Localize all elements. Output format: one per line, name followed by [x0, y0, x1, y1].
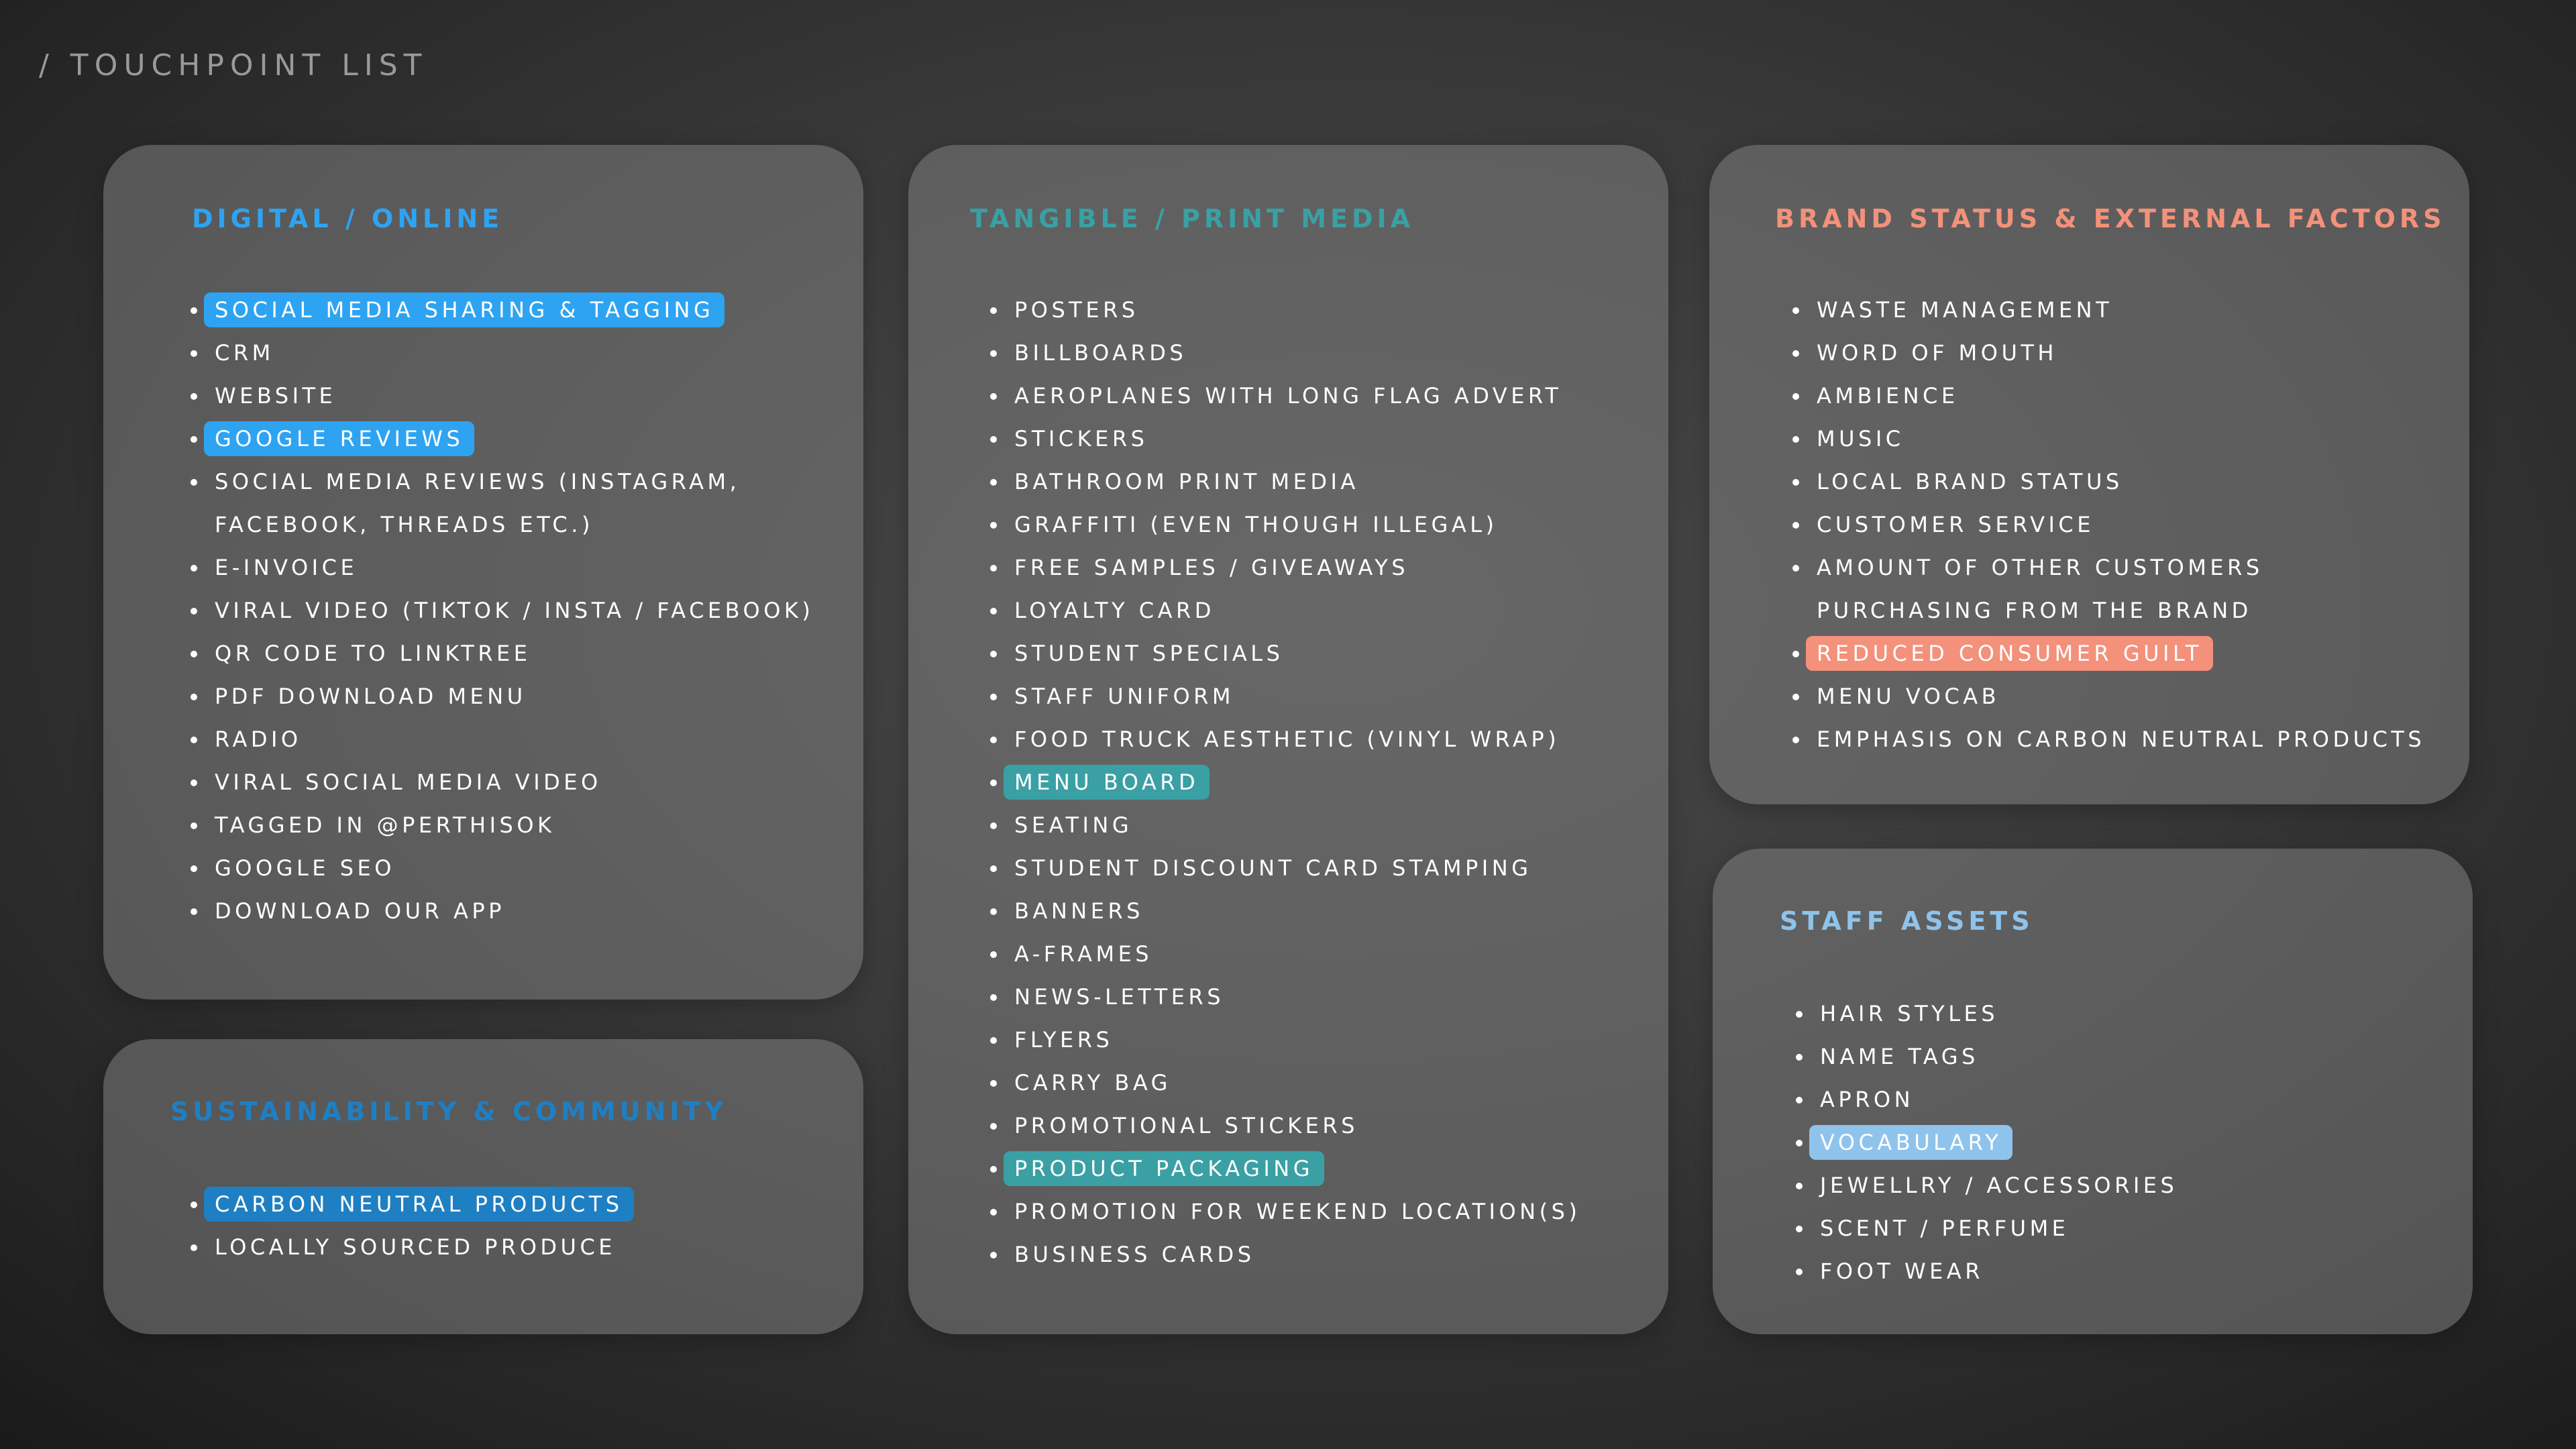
- list-item-text: BILLBOARDS: [1014, 340, 1187, 366]
- panel-digital-online: [103, 145, 863, 1000]
- bullet-icon: [191, 908, 197, 915]
- list-item: [990, 804, 1591, 847]
- bullet-icon: [191, 350, 197, 357]
- list-item: [191, 374, 824, 417]
- list-item-text: TAGGED IN @PERTHISOK: [215, 812, 555, 838]
- list-item: [1796, 1250, 2188, 1293]
- panel-tangible-print-media: [908, 145, 1668, 1334]
- list-item-text: CARBON NEUTRAL PRODUCTS: [204, 1187, 634, 1222]
- bullet-icon: [990, 565, 997, 572]
- list-item: [1796, 992, 2188, 1035]
- bullet-icon: [1792, 393, 1799, 400]
- list-item-text: GRAFFITI (EVEN THOUGH ILLEGAL): [1014, 512, 1498, 537]
- list-item-text: AEROPLANES WITH LONG FLAG ADVERT: [1014, 383, 1562, 409]
- highlighted-list-item: [1792, 632, 2436, 675]
- list-item: [1792, 288, 2436, 331]
- list-item: [990, 975, 1591, 1018]
- list-item-text: WASTE MANAGEMENT: [1817, 297, 2113, 323]
- list-item-text: CARRY BAG: [1014, 1070, 1171, 1095]
- list-item: [191, 632, 824, 675]
- list-item-text: VOCABULARY: [1809, 1125, 2012, 1160]
- list-item-text: LOCAL BRAND STATUS: [1817, 469, 2123, 494]
- list-item: [191, 847, 824, 890]
- bullet-icon: [1792, 565, 1799, 572]
- list-item: [1792, 675, 2436, 718]
- list-item-text: PURCHASING FROM THE BRAND: [1817, 598, 2252, 623]
- list-item: [1792, 546, 2436, 589]
- bullet-icon: [191, 565, 197, 572]
- bullet-icon: [1792, 436, 1799, 443]
- list-item: [1792, 417, 2436, 460]
- bullet-icon: [1792, 694, 1799, 700]
- list-item-text: CUSTOMER SERVICE: [1817, 512, 2094, 537]
- list-item-text: SCENT / PERFUME: [1820, 1216, 2070, 1241]
- bullet-icon: [191, 694, 197, 700]
- bullet-icon: [191, 479, 197, 486]
- list-item: [191, 503, 824, 546]
- list-item-text: CRM: [215, 340, 274, 366]
- bullet-icon: [1796, 1011, 1803, 1018]
- list-item: [990, 675, 1591, 718]
- bullet-icon: [191, 822, 197, 829]
- digital-online-list: [191, 288, 824, 932]
- list-item: [990, 847, 1591, 890]
- list-item-text: EMPHASIS ON CARBON NEUTRAL PRODUCTS: [1817, 727, 2426, 752]
- bullet-icon: [191, 780, 197, 786]
- list-item-text: FREE SAMPLES / GIVEAWAYS: [1014, 555, 1409, 580]
- tangible-print-media-list: [990, 288, 1591, 1276]
- bullet-icon: [1796, 1140, 1803, 1146]
- bullet-icon: [191, 393, 197, 400]
- bullet-icon: [1796, 1097, 1803, 1104]
- bullet-icon: [990, 307, 997, 314]
- bullet-icon: [990, 1209, 997, 1216]
- list-item: [990, 417, 1591, 460]
- list-item: [1792, 718, 2436, 761]
- list-item-text: MUSIC: [1817, 426, 1904, 451]
- list-item-text: AMOUNT OF OTHER CUSTOMERS: [1817, 555, 2263, 580]
- list-item-text: STAFF UNIFORM: [1014, 684, 1234, 709]
- panel-brand-status-external-factors: [1709, 145, 2469, 804]
- list-item-text: GOOGLE SEO: [215, 855, 395, 881]
- panel-title-digital-online: DIGITAL / ONLINE: [192, 204, 504, 233]
- panel-title-sustainability-community: SUSTAINABILITY & COMMUNITY: [170, 1097, 727, 1126]
- list-item: [1792, 374, 2436, 417]
- list-item: [990, 331, 1591, 374]
- list-item: [191, 331, 824, 374]
- bullet-icon: [990, 780, 997, 786]
- highlighted-list-item: [990, 761, 1591, 804]
- list-item: [1792, 503, 2436, 546]
- list-item-text: E-INVOICE: [215, 555, 358, 580]
- list-item: [990, 1061, 1591, 1104]
- list-item-text: FOOT WEAR: [1820, 1258, 1984, 1284]
- bullet-icon: [990, 1037, 997, 1044]
- list-item: [990, 1104, 1591, 1147]
- panel-title-staff-assets: STAFF ASSETS: [1780, 906, 2034, 936]
- list-item-text: POSTERS: [1014, 297, 1139, 323]
- list-item: [191, 718, 824, 761]
- bullet-icon: [1792, 651, 1799, 657]
- list-item: [1796, 1035, 2188, 1078]
- list-item-text: PROMOTIONAL STICKERS: [1014, 1113, 1358, 1138]
- list-item-text: REDUCED CONSUMER GUILT: [1806, 636, 2213, 671]
- list-item: [990, 890, 1591, 932]
- list-item-text: BATHROOM PRINT MEDIA: [1014, 469, 1359, 494]
- list-item-text: JEWELLRY / ACCESSORIES: [1820, 1173, 2178, 1198]
- bullet-icon: [990, 951, 997, 958]
- list-item: [990, 718, 1591, 761]
- bullet-icon: [990, 1252, 997, 1258]
- list-item-text: AMBIENCE: [1817, 383, 1959, 409]
- panel-title-tangible-print-media: TANGIBLE / PRINT MEDIA: [970, 204, 1415, 233]
- bullet-icon: [1792, 737, 1799, 743]
- list-item-text: WEBSITE: [215, 383, 337, 409]
- list-item: [191, 460, 824, 503]
- bullet-icon: [1796, 1269, 1803, 1275]
- list-item: [191, 1226, 634, 1269]
- list-item-text: NEWS-LETTERS: [1014, 984, 1224, 1010]
- bullet-icon: [990, 1123, 997, 1130]
- page-title: / TOUCHPOINT LIST: [39, 48, 428, 83]
- bullet-icon: [990, 608, 997, 614]
- bullet-icon: [990, 1166, 997, 1173]
- list-item-text: STUDENT SPECIALS: [1014, 641, 1284, 666]
- list-item-text: BANNERS: [1014, 898, 1144, 924]
- panel-title-brand-status-external-factors: BRAND STATUS & EXTERNAL FACTORS: [1775, 204, 2446, 233]
- list-item-text: VIRAL VIDEO (TIKTOK / INSTA / FACEBOOK): [215, 598, 814, 623]
- list-item-text: DOWNLOAD OUR APP: [215, 898, 505, 924]
- bullet-icon: [191, 737, 197, 743]
- list-item: [990, 374, 1591, 417]
- list-item: [990, 932, 1591, 975]
- list-item-text: MENU BOARD: [1004, 765, 1210, 800]
- bullet-icon: [191, 1201, 197, 1208]
- highlighted-list-item: [191, 1183, 634, 1226]
- bullet-icon: [990, 737, 997, 743]
- bullet-icon: [1792, 350, 1799, 357]
- list-item-text: STUDENT DISCOUNT CARD STAMPING: [1014, 855, 1532, 881]
- bullet-icon: [990, 651, 997, 657]
- bullet-icon: [1792, 522, 1799, 529]
- bullet-icon: [191, 1244, 197, 1251]
- list-item: [1792, 589, 2436, 632]
- staff-assets-list: [1796, 992, 2188, 1293]
- list-item: [990, 288, 1591, 331]
- bullet-icon: [191, 651, 197, 657]
- bullet-icon: [990, 994, 997, 1001]
- bullet-icon: [990, 822, 997, 829]
- bullet-icon: [191, 436, 197, 443]
- list-item-text: PDF DOWNLOAD MENU: [215, 684, 527, 709]
- bullet-icon: [191, 608, 197, 614]
- bullet-icon: [1796, 1054, 1803, 1061]
- brand-status-external-factors-list: [1792, 288, 2436, 761]
- list-item: [990, 546, 1591, 589]
- highlighted-list-item: [191, 288, 824, 331]
- list-item-text: LOCALLY SOURCED PRODUCE: [215, 1234, 616, 1260]
- bullet-icon: [990, 479, 997, 486]
- list-item-text: VIRAL SOCIAL MEDIA VIDEO: [215, 769, 602, 795]
- list-item: [990, 460, 1591, 503]
- bullet-icon: [990, 436, 997, 443]
- list-item-text: SEATING: [1014, 812, 1133, 838]
- bullet-icon: [990, 393, 997, 400]
- list-item: [191, 890, 824, 932]
- list-item-text: STICKERS: [1014, 426, 1148, 451]
- panel-sustainability-community: [103, 1039, 863, 1334]
- bullet-icon: [1792, 307, 1799, 314]
- list-item: [191, 546, 824, 589]
- list-item: [990, 589, 1591, 632]
- list-item-text: QR CODE TO LINKTREE: [215, 641, 531, 666]
- list-item-text: GOOGLE REVIEWS: [204, 421, 474, 456]
- highlighted-list-item: [191, 417, 824, 460]
- list-item: [990, 632, 1591, 675]
- list-item: [191, 761, 824, 804]
- highlighted-list-item: [1796, 1121, 2188, 1164]
- bullet-icon: [1796, 1183, 1803, 1189]
- highlighted-list-item: [990, 1147, 1591, 1190]
- list-item-text: PRODUCT PACKAGING: [1004, 1151, 1324, 1186]
- list-item-text: NAME TAGS: [1820, 1044, 1979, 1069]
- bullet-icon: [990, 1080, 997, 1087]
- bullet-icon: [990, 522, 997, 529]
- list-item-text: RADIO: [215, 727, 302, 752]
- sustainability-community-list: [191, 1183, 634, 1269]
- list-item: [191, 804, 824, 847]
- list-item-text: HAIR STYLES: [1820, 1001, 1999, 1026]
- list-item-text: SOCIAL MEDIA REVIEWS (INSTAGRAM,: [215, 469, 741, 494]
- list-item-text: PROMOTION FOR WEEKEND LOCATION(S): [1014, 1199, 1581, 1224]
- list-item: [990, 1018, 1591, 1061]
- list-item: [990, 1190, 1591, 1233]
- panel-staff-assets: [1713, 849, 2473, 1334]
- list-item-text: FOOD TRUCK AESTHETIC (VINYL WRAP): [1014, 727, 1560, 752]
- bullet-icon: [990, 694, 997, 700]
- list-item-text: FLYERS: [1014, 1027, 1114, 1053]
- bullet-icon: [191, 865, 197, 872]
- list-item-text: BUSINESS CARDS: [1014, 1242, 1255, 1267]
- bullet-icon: [990, 908, 997, 915]
- list-item-text: WORD OF MOUTH: [1817, 340, 2057, 366]
- bullet-icon: [191, 307, 197, 314]
- list-item: [1792, 331, 2436, 374]
- list-item-text: MENU VOCAB: [1817, 684, 2000, 709]
- list-item-text: FACEBOOK, THREADS ETC.): [215, 512, 594, 537]
- list-item-text: SOCIAL MEDIA SHARING & TAGGING: [204, 292, 724, 327]
- list-item: [191, 675, 824, 718]
- list-item: [990, 1233, 1591, 1276]
- list-item-text: LOYALTY CARD: [1014, 598, 1215, 623]
- bullet-icon: [1792, 479, 1799, 486]
- list-item-text: APRON: [1820, 1087, 1915, 1112]
- bullet-icon: [990, 865, 997, 872]
- list-item: [1796, 1207, 2188, 1250]
- list-item: [191, 589, 824, 632]
- list-item: [1796, 1078, 2188, 1121]
- list-item: [1796, 1164, 2188, 1207]
- bullet-icon: [990, 350, 997, 357]
- list-item: [1792, 460, 2436, 503]
- list-item-text: A-FRAMES: [1014, 941, 1153, 967]
- list-item: [990, 503, 1591, 546]
- bullet-icon: [1796, 1226, 1803, 1232]
